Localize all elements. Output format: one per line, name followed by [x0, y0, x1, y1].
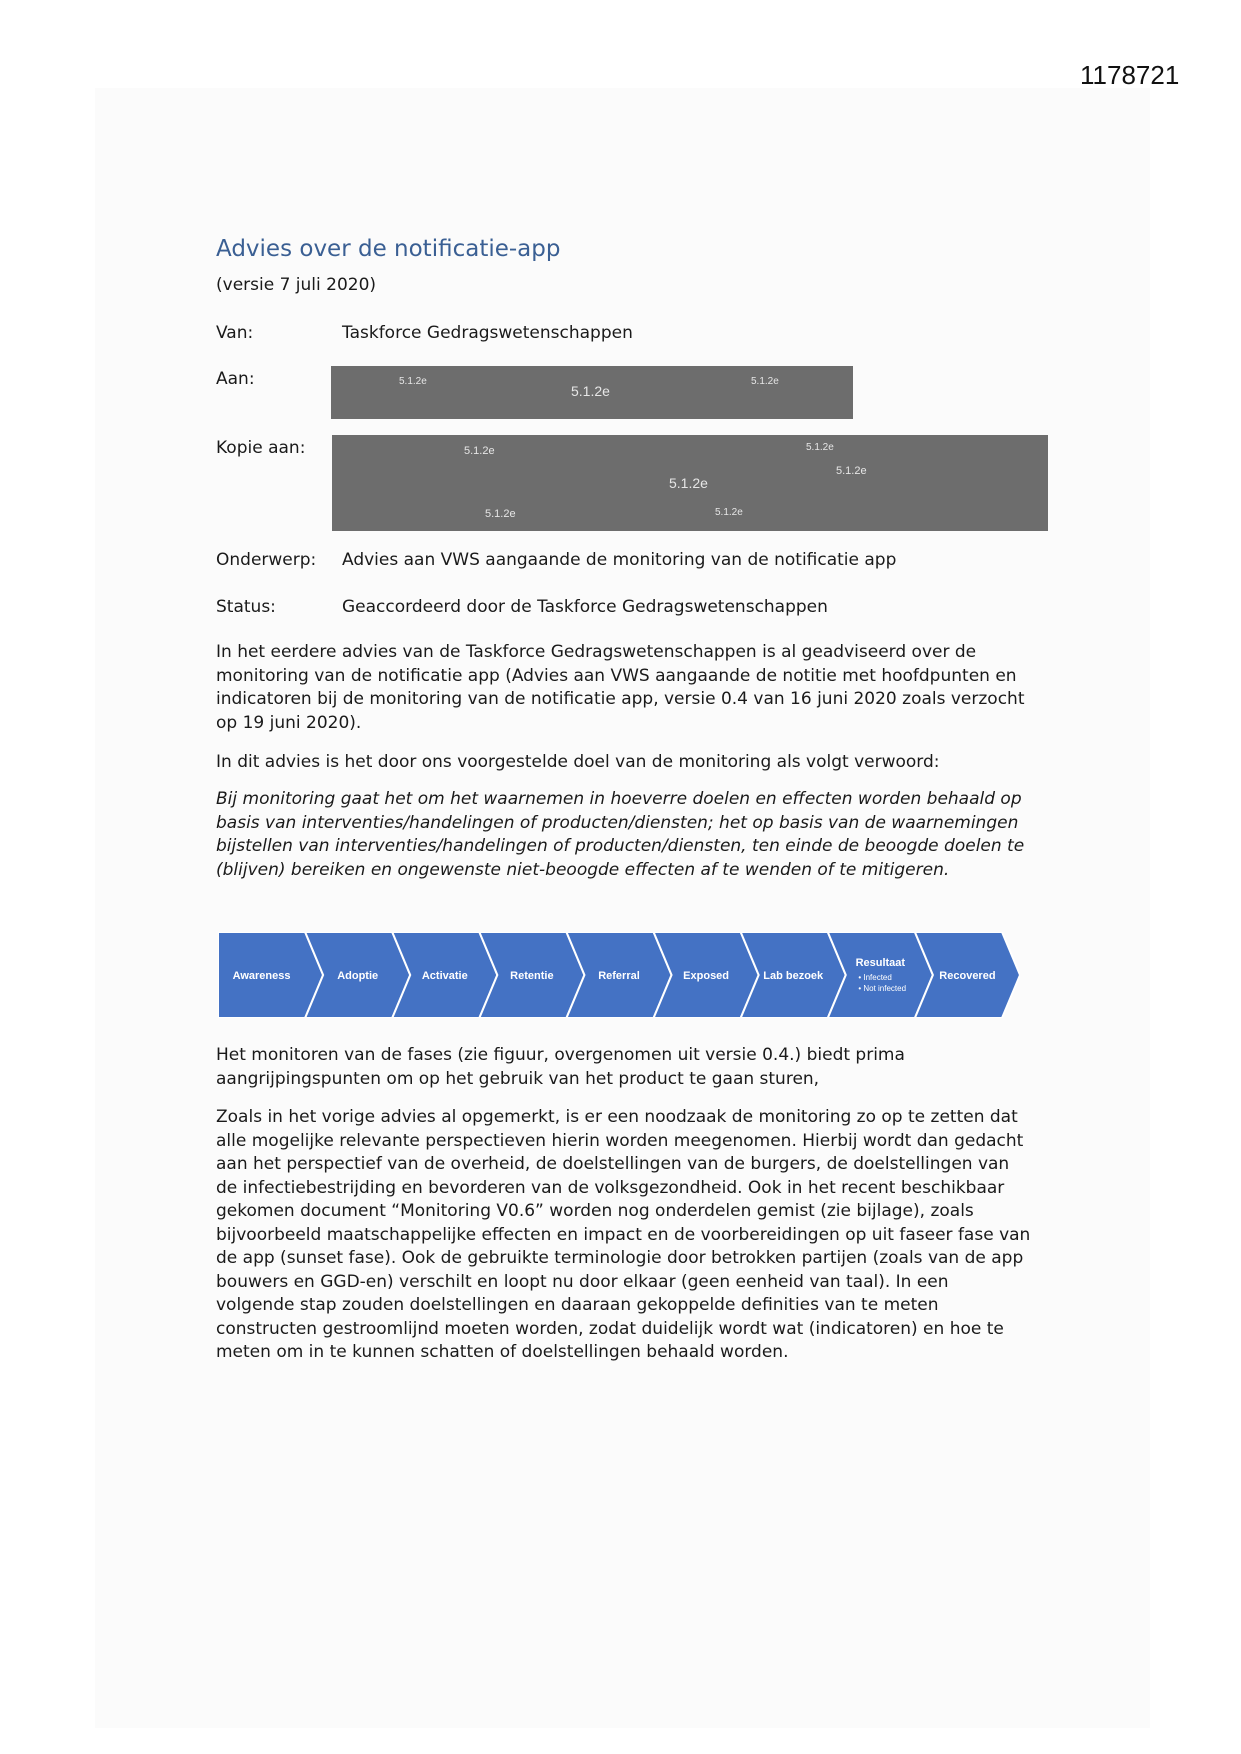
- paragraph-3: Het monitoren van de fases (zie figuur, overgenomen uit versie 0.4.) biedt prima aangrijpingspunten om op het gebruik van het product te gaan sturen,: [216, 1045, 905, 1089]
- flow-step-label: Awareness: [232, 970, 291, 982]
- van-label: Van:: [216, 323, 254, 343]
- status-label: Status:: [216, 597, 276, 617]
- flow-step-label: Recovered: [939, 970, 996, 982]
- paragraph-4: Zoals in het vorige advies al opgemerkt, is er een noodzaak de monitoring zo op te zetten dat alle mogelijke relevante perspectieven hierin worden meegenomen. Hierbij wordt dan gedacht aan het perspectief van de overheid, de doelstellingen van de burgers, de doelstellingen van de infectiebestrijding en bevorderen van de volksgezondheid. Ook in het recent beschikbaar gekomen document “Monitoring V0.6” worden nog onderdelen gemist (zie bijlage), zoals bijvoorbeeld maatschappelijke effecten en impact en de voorbereidingen op uit faseer fase van de app (sunset fase). Ook de gebruikte terminologie door betrokken partijen (zoals van de app bouwers en GGD-en) verschilt en loopt nu door elkaar (geen eenheid van taal). In een volgende stap zouden doelstellingen en daaraan gekoppelde definities van te meten constructen gestroomlijnd moeten worden, zodat duidelijk wordt wat (indicatoren) en hoe te meten om in te kunnen schatten of doelstellingen behaald worden.: [216, 1107, 1031, 1362]
- aan-label: Aan:: [216, 369, 255, 389]
- redaction-code: 5.1.2e: [669, 475, 708, 491]
- flow-step-sublabel: • Infected: [858, 973, 892, 982]
- kopie-label: Kopie aan:: [216, 438, 306, 458]
- redaction-code: 5.1.2e: [571, 383, 610, 399]
- redaction-code: 5.1.2e: [464, 445, 495, 457]
- flow-step-sublabel: • Not infected: [858, 984, 907, 993]
- status-value: Geaccordeerd door de Taskforce Gedragswetenschappen: [342, 597, 828, 617]
- document-number: 1178721: [1080, 60, 1180, 90]
- flow-step-label: Resultaat: [855, 957, 906, 969]
- monitoring-definition-quote: Bij monitoring gaat het om het waarnemen in hoeverre doelen en effecten worden behaald op basis van interventies/handelingen of producten/diensten; het op basis van de waarnemingen bijstellen van interventies/handelingen of producten/diensten, ten einde de beoogde doelen te (blijven) bereiken en ongewenste niet-beoogde effecten af te wenden of te mitigeren.: [216, 789, 1025, 880]
- onderwerp-value: Advies aan VWS aangaande de monitoring van de notificatie app: [342, 550, 897, 570]
- van-value: Taskforce Gedragswetenschappen: [342, 323, 633, 343]
- version-line: (versie 7 juli 2020): [216, 275, 377, 295]
- redaction-code: 5.1.2e: [485, 508, 516, 520]
- redaction-code: 5.1.2e: [806, 442, 834, 453]
- redaction-code: 5.1.2e: [715, 507, 743, 518]
- paragraph-2: In dit advies is het door ons voorgestelde doel van de monitoring als volgt verwoord:: [216, 752, 940, 772]
- redaction-code: 5.1.2e: [836, 465, 867, 477]
- phase-flow-diagram: [218, 932, 1020, 1018]
- paragraph-1: In het eerdere advies van de Taskforce Gedragswetenschappen is al geadviseerd over de monitoring van de notificatie app (Advies aan VWS aangaande de notitie met hoofdpunten en indicatoren bij de monitoring van de notificatie app, versie 0.4 van 16 juni 2020 zoals verzocht op 19 juni 2020).: [216, 642, 1025, 733]
- onderwerp-label: Onderwerp:: [216, 550, 317, 570]
- flow-step-label: Lab bezoek: [763, 970, 824, 982]
- flow-step-label: Referral: [598, 970, 640, 982]
- redaction-block-aan: [331, 366, 853, 419]
- flow-step-label: Exposed: [683, 970, 730, 982]
- redaction-block-kopie: [332, 435, 1048, 531]
- redaction-code: 5.1.2e: [399, 376, 427, 387]
- flow-step-label: Adoptie: [337, 970, 379, 982]
- page-title: Advies over de notificatie-app: [216, 236, 561, 262]
- flow-step-label: Retentie: [510, 970, 554, 982]
- flow-step-label: Activatie: [421, 970, 468, 982]
- redaction-code: 5.1.2e: [751, 376, 779, 387]
